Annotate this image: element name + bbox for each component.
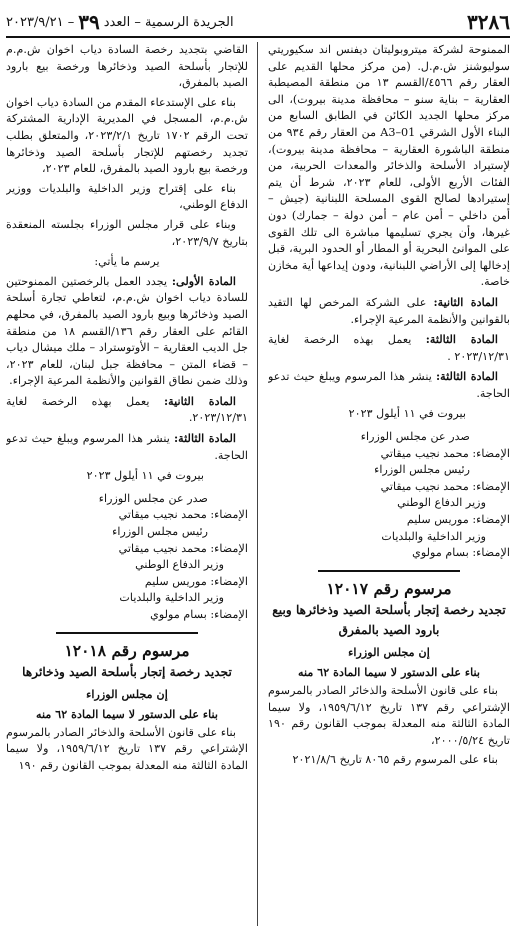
article-3	[6, 430, 248, 464]
gazette-name: الجريدة الرسمية – العدد	[103, 14, 234, 30]
page-header	[6, 6, 510, 38]
paragraph: القاضي بتجديد رخصة السادة دياب اخوان ش.م.م للإتجار بأسلحة الصيد وذخائرها ورخصة بيع بارود الصيد بالمفرق،	[6, 43, 248, 90]
issue-number: ٣٩	[78, 10, 100, 34]
article-4	[268, 368, 510, 402]
signature-line: الإمضاء: بسام مولوي	[150, 608, 248, 621]
column-divider	[257, 42, 258, 926]
signature-line: وزير الدفاع الوطني	[135, 558, 224, 572]
article-label: المادة الأولى:	[171, 273, 236, 288]
article-label: المادة الثالثة:	[425, 332, 498, 347]
paragraph: بناء على قانون الأسلحة والذخائر الصادر بالمرسوم الإشتراعي رقم ١٣٧ تاريخ ١٩٥٩/٦/١٢، ولا سيما المادة الثالثة منه المعدلة بموجب القانون رقم ١٩٠ تاريخ ٢٠٠٠/٥/٢٤،	[268, 684, 510, 747]
article-text: يجدد العمل بالرخصتين الممنوحتين للسادة دياب اخوان ش.م.م، لتعاطي تجارة أسلحة الصيد وذخائرها وبيع بارود الصيد بالمفرق، في محلهم القائم على العقار رقم ١٣٦/القسم ١٨ من منطقة جل الديب العقارية – الأوتوستراد – ملك ميشال دياب – قضاء المتن – محافظة جبل لبنان، للعام ٢٠٢٣، وذلك ضمن نطاق القوانين والأنظمة المرعية الإجراء.	[6, 274, 248, 388]
council-heading: إن مجلس الوزراء	[348, 644, 430, 659]
left-column	[6, 42, 248, 926]
decree-subtitle: تجديد رخصة إتجار بأسلحة الصيد وذخائرها وبيع بارود الصيد بالمفرق	[272, 602, 506, 637]
article-text: ينشر هذا المرسوم ويبلغ حيث تدعو الحاجة.	[268, 370, 510, 400]
decree-title: مرسوم رقم ١٢٠١٧	[326, 578, 452, 598]
section-divider	[56, 632, 198, 634]
signature-line: الإمضاء: محمد نجيب ميقاتي	[380, 479, 510, 493]
signature-line: رئيس مجلس الوزراء	[112, 525, 208, 539]
right-column	[268, 42, 510, 926]
article-label: المادة الثالثة:	[174, 431, 236, 446]
article-text: يعمل بهذه الرخصة لغاية ٢٠٢٣/١٢/٣١.	[6, 394, 248, 425]
signature-line: وزير الدفاع الوطني	[397, 496, 486, 510]
issue-date: – ٢٠٢٣/٩/٢١	[6, 14, 75, 30]
article-2	[6, 393, 248, 427]
decrees-heading: يرسم ما يأتي:	[94, 255, 160, 269]
article-label: المادة الثانية:	[164, 393, 236, 408]
section-divider	[318, 570, 460, 572]
paragraph: بناء على المرسوم رقم ٨٠٦٥ تاريخ ٢٠٢١/٨/٦	[292, 753, 498, 767]
date-line: بيروت في ١١ أيلول ٢٠٢٣	[348, 407, 466, 421]
article-label: المادة الثالثة:	[436, 369, 498, 384]
decree-continuation: الممنوحة لشركة ميتروبوليتان ديفنس اند سكيوريتي سوليوشنز ش.م.ل. (من مركز محلها القديم على العقار رقم ٤٥٦٦/القسم ١٣ من منطقة المصيطبة العقارية – بناية سنو – محافظة مدينة بيروت)، الى مركز محلها الجديد الكائن في الطابق السابع من البناء الأول الشرقي A3–01 من العقار رقم ٩٣٤ من منطقة الباشورة العقارية – محافظة مدينة بيروت)، لإستيراد الأسلحة والذخائر والمعدات الحربية، من الفئات الأربع الأولى، للعام ٢٠٢٣، شرط أن يتم إستيرادها لصالح القوى المسلحة اللبنانية (جيش – أمن داخلي – أمن عام – أمن دولة – جمارك) دون غيرها، وأن يجري تسليمها مباشرة الى تلك القوى على الموانئ البحرية أو المطار أو الحدود البرية، قبل إدخالها إلى الأراضي اللبنانية، ودون إيداعها أية مخازن خاصة.	[268, 43, 510, 289]
page-number: ٣٢٨٦	[467, 10, 510, 34]
signature-line: الإمضاء: بسام مولوي	[412, 546, 510, 560]
signature-line: الإمضاء: محمد نجيب ميقاتي	[380, 446, 510, 460]
decree-title: مرسوم رقم ١٢٠١٨	[64, 640, 190, 660]
constitution-basis: بناء على الدستور لا سيما المادة ٦٢ منه	[35, 707, 219, 722]
paragraph: وبناء على قرار مجلس الوزراء بجلسته المنعقدة بتاريخ ٢٠٢٣/٩/٧،	[6, 217, 248, 248]
constitution-basis: بناء على الدستور لا سيما المادة ٦٢ منه	[297, 665, 481, 680]
article-3	[268, 331, 510, 365]
signature-line: الإمضاء: موريس سليم	[406, 513, 510, 527]
gazette-title	[6, 10, 234, 34]
article-2	[268, 294, 510, 328]
signature-line: صدر عن مجلس الوزراء	[360, 430, 470, 444]
paragraph: بناء على قانون الأسلحة والذخائر الصادر بالمرسوم الإشتراعي رقم ١٣٧ تاريخ ١٩٥٩/٦/١٢، ولا سيما المادة الثالثة منه المعدلة بموجب القانون رقم ١٩٠	[6, 725, 248, 772]
article-label: المادة الثانية:	[433, 294, 498, 309]
council-heading: إن مجلس الوزراء	[86, 686, 168, 701]
signature-line: وزير الداخلية والبلديات	[119, 591, 224, 605]
paragraph: بناء على إقتراح وزير الداخلية والبلديات ووزير الدفاع الوطني،	[6, 181, 248, 212]
article-text: يعمل بهذه الرخصة لغاية ٢٠٢٣/١٢/٣١ .	[268, 333, 510, 363]
signature-line: رئيس مجلس الوزراء	[374, 463, 470, 477]
article-text: على الشركة المرخص لها التقيد بالقوانين والأنظمة المرعية الإجراء.	[268, 295, 510, 326]
signature-line: الإمضاء: محمد نجيب ميقاتي	[118, 508, 248, 522]
signature-line: وزير الداخلية والبلديات	[381, 529, 486, 543]
decree-subtitle: تجديد رخصة إتجار بأسلحة الصيد وذخائرها	[22, 664, 232, 679]
signature-line: صدر عن مجلس الوزراء	[98, 491, 208, 505]
article-text: ينشر هذا المرسوم ويبلغ حيث تدعو الحاجة.	[6, 432, 248, 462]
paragraph: بناء على الإستدعاء المقدم من السادة دياب اخوان ش.م.م، المسجل في المديرية الإدارية المشتركة تحت الرقم ١٧٠٢ تاريخ ٢٠٢٣/٢/١، والمتعلق بطلب تجديد رخصتهم للإتجار بأسلحة الصيد وذخائرها ورخصة بيع بارود الصيد بالمفرق، للعام ٢٠٢٣،	[6, 95, 248, 176]
date-line: بيروت في ١١ أيلول ٢٠٢٣	[86, 469, 204, 483]
signature-line: الإمضاء: محمد نجيب ميقاتي	[118, 541, 248, 555]
signature-line: الإمضاء: موريس سليم	[144, 574, 248, 588]
article-1	[6, 273, 248, 390]
